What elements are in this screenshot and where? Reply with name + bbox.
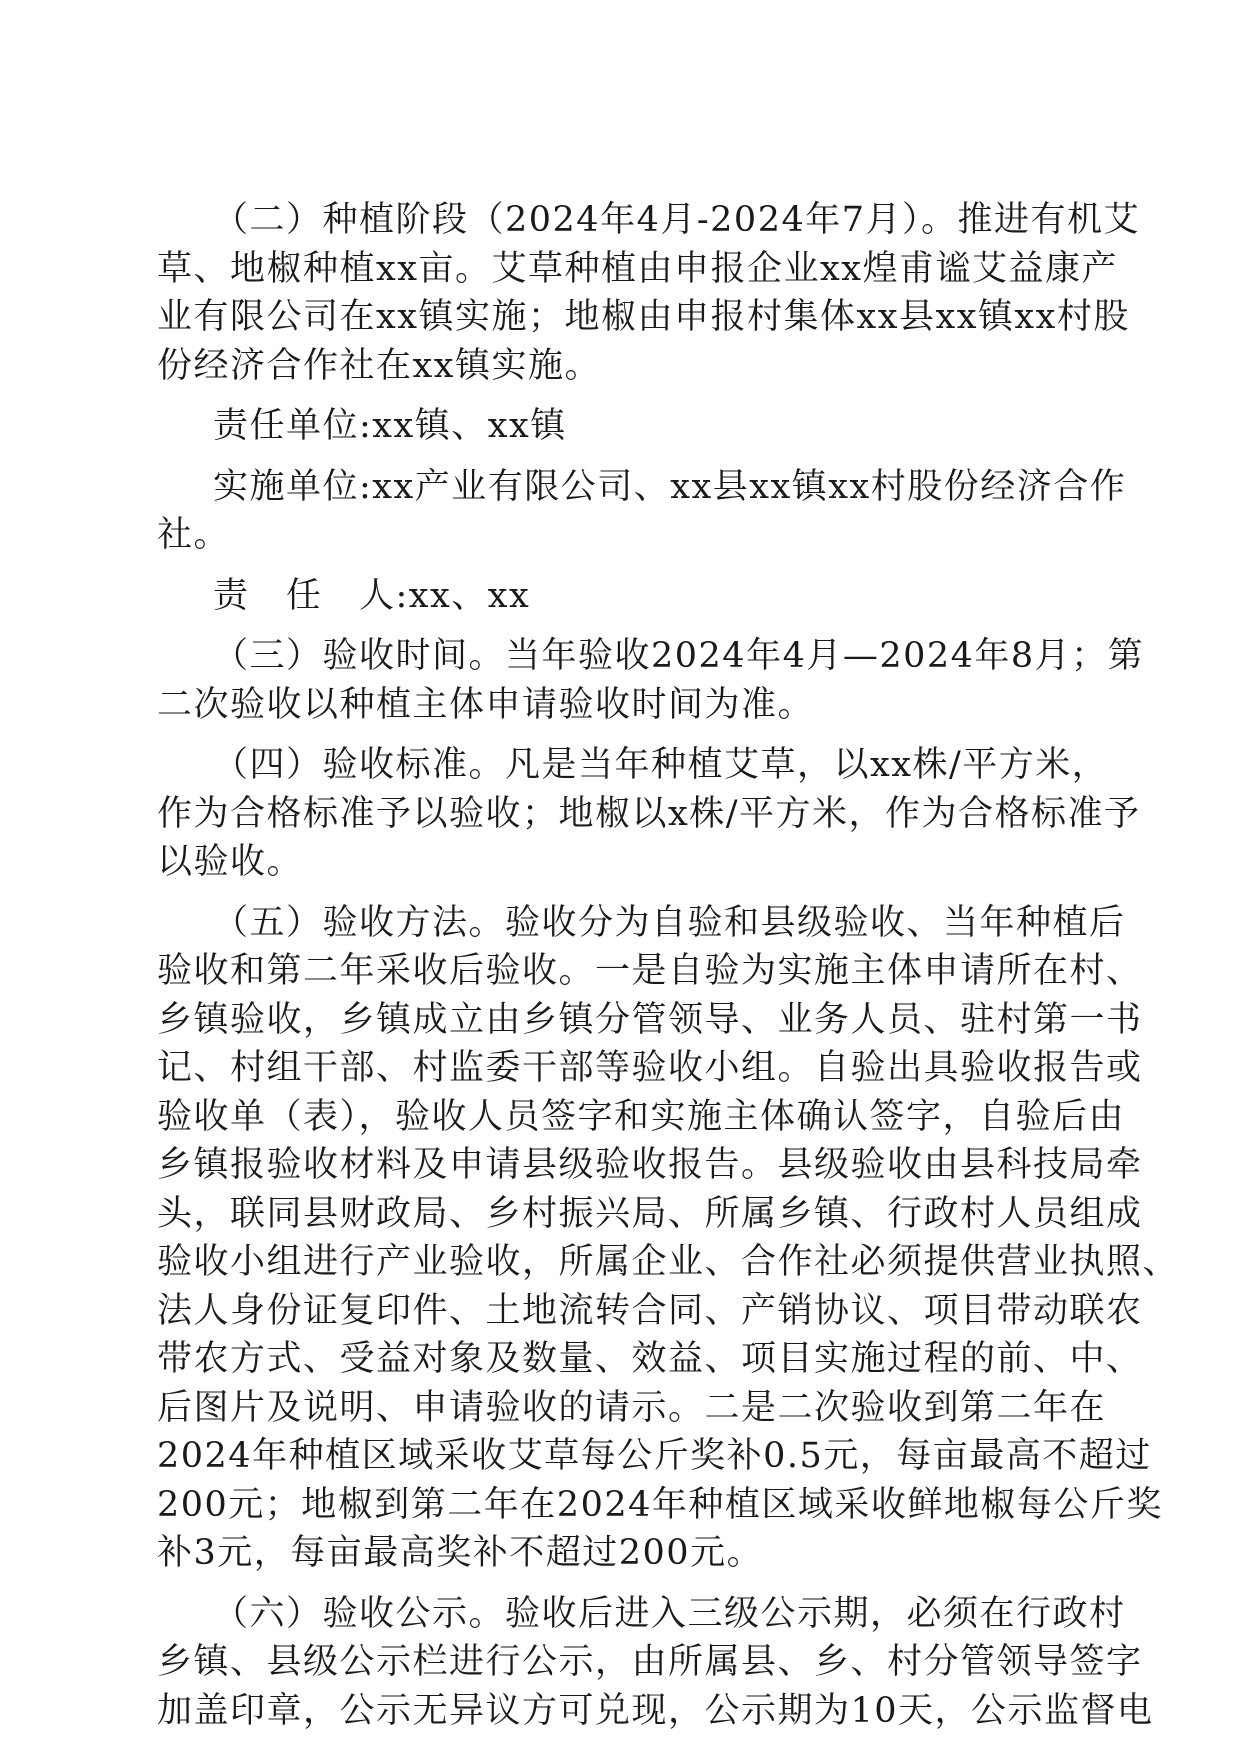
text-line: （五）验收方法。验收分为自验和县级验收、当年种植后: [213, 902, 1126, 943]
text-line: （六）验收公示。验收后进入三级公示期，必须在行政村: [213, 1593, 1126, 1634]
text-line: 实施单位:xx产业有限公司、xx县xx镇xx村股份经济合作: [213, 466, 1127, 507]
text-line: 2024年种植区域采收艾草每公斤奖补0.5元，每亩最高不超过: [157, 1436, 1152, 1476]
paragraph-responsible-unit: [157, 402, 1077, 451]
document-page: [157, 196, 1180, 1735]
text-line: 验收小组进行产业验收，所属企业、合作社必须提供营业执照、: [157, 1242, 1180, 1282]
text-line: 带农方式、受益对象及数量、效益、项目实施过程的前、中、: [157, 1339, 1143, 1379]
paragraph-acceptance-time: [157, 632, 1145, 729]
paragraph-acceptance-publicity: [157, 1590, 1154, 1736]
text-line: （三）验收时间。当年验收2024年4月—2024年8月；第: [213, 636, 1145, 676]
paragraph-implementing-unit: [157, 463, 1127, 560]
text-line: 加盖印章，公示无异议方可兑现，公示期为10天，公示监督电: [157, 1690, 1154, 1731]
text-line: 份经济合作社在xx镇实施。: [157, 345, 601, 386]
paragraph-acceptance-method: [157, 899, 1180, 1578]
text-line: 乡镇、县级公示栏进行公示，由所属县、乡、村分管领导签字: [157, 1642, 1143, 1682]
text-line: （四）验收标准。凡是当年种植艾草，以xx株/平方米，: [213, 745, 1109, 785]
text-line: 验收单（表），验收人员签字和实施主体确认签字，自验后由: [157, 1096, 1126, 1137]
text-line: 记、村组干部、村监委干部等验收小组。自验出具验收报告或: [157, 1048, 1143, 1088]
text-line: 验收和第二年采收后验收。一是自验为实施主体申请所在村、: [157, 951, 1143, 991]
text-line: 补3元，每亩最高奖补不超过200元。: [157, 1533, 764, 1573]
text-line: 头，联同县财政局、乡村振兴局、所属乡镇、行政村人员组成: [157, 1193, 1143, 1234]
paragraph-planting-stage: [157, 196, 1141, 390]
text-line: 作为合格标准予以验收；地椒以x株/平方米，作为合格标准予: [157, 793, 1141, 834]
text-line: 责任单位:xx镇、xx镇: [213, 406, 567, 446]
text-line: 后图片及说明、申请验收的请示。二是二次验收到第二年在: [157, 1387, 1107, 1428]
text-line: （二）种植阶段（2024年4月-2024年7月）。推进有机艾: [213, 200, 1141, 240]
text-line: 法人身份证复印件、土地流转合同、产销协议、项目带动联农: [157, 1290, 1143, 1331]
text-line: 乡镇验收，乡镇成立由乡镇分管领导、业务人员、驻村第一书: [157, 999, 1143, 1040]
text-line: 社。: [157, 515, 231, 555]
text-line: 200元；地椒到第二年在2024年种植区域采收鲜地椒每公斤奖: [157, 1484, 1163, 1525]
text-line: 责 任 人:xx、xx: [213, 575, 531, 616]
text-line: 以验收。: [157, 842, 304, 882]
paragraph-acceptance-standard: [157, 741, 1141, 887]
text-line: 乡镇报验收材料及申请县级验收报告。县级验收由县科技局牵: [157, 1145, 1143, 1185]
paragraph-responsible-person: [157, 572, 1077, 621]
text-line: 二次验收以种植主体申请验收时间为准。: [157, 684, 815, 725]
text-line: 草、地椒种植xx亩。艾草种植由申报企业xx煌甫谧艾益康产: [157, 248, 1118, 289]
text-line: 业有限公司在xx镇实施；地椒由申报村集体xx县xx镇xx村股: [157, 297, 1130, 337]
